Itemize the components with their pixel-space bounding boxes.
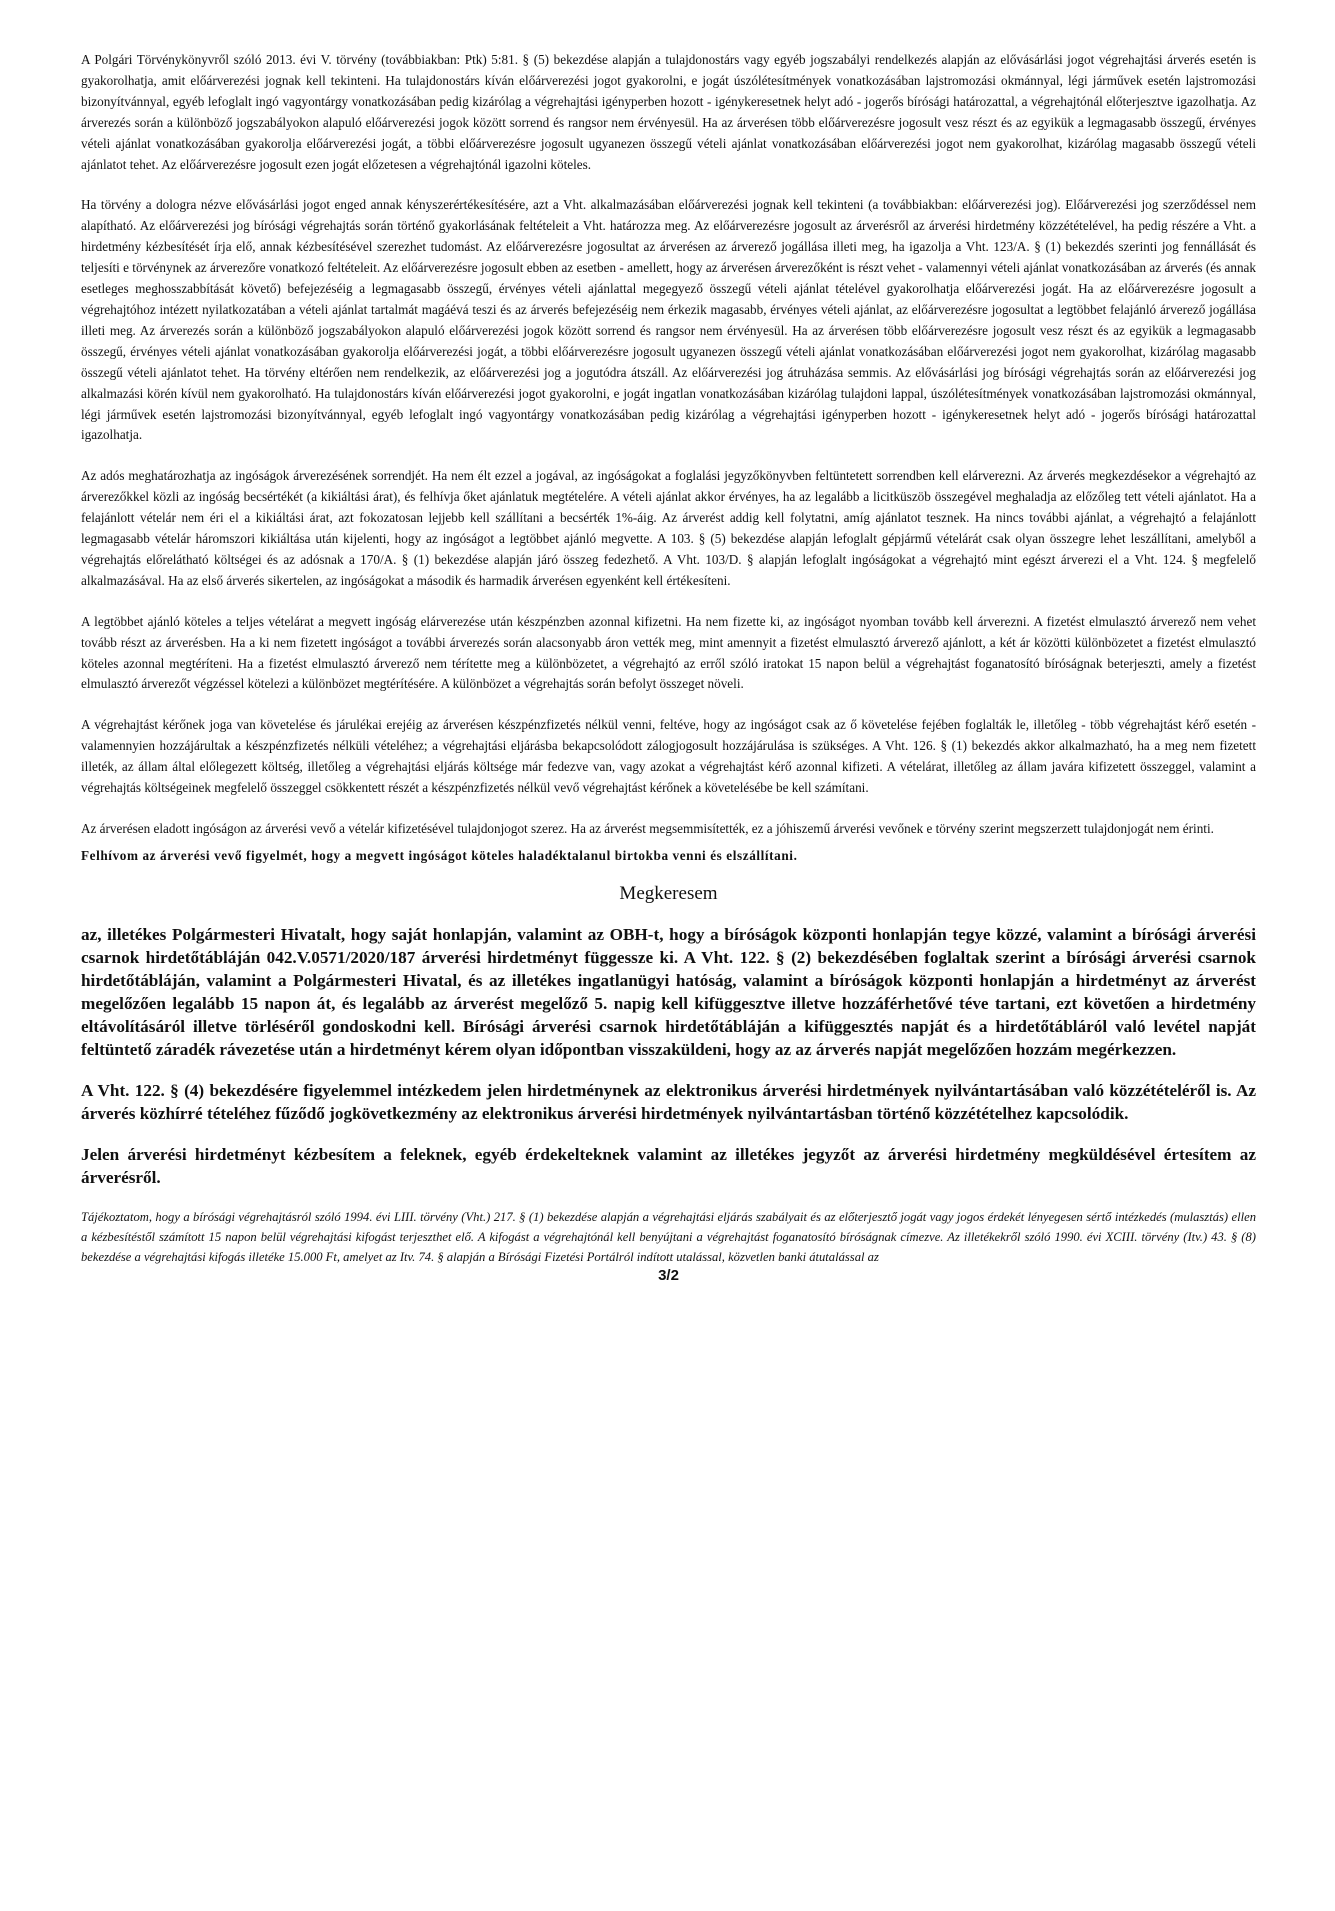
request-paragraph: az, illetékes Polgármesteri Hivatalt, hogy saját honlapján, valamint az OBH-t, hogy a bíróságok központi honlapján tegye közzé, valamint a bírósági árverési csarnok hirdetőtábláján 042.V.0571/2020/187 árverési hirdetményt függessze ki. A Vht. 122. § (2) bekezdésében foglaltak szerint a bírósági árverési csarnok hirdetőtábláján, valamint a Polgármesteri Hivatal, és az illetékes ingatlanügyi hatóság, valamint a bíróságok központi honlapján a hirdetményt az árverést megelőzően legalább 15 napon át, és legalább az árverést megelőző 5. napig kell kifüggesztve illetve hozzáférhetővé téve tartani, ezt követően a hirdetmény eltávolításáról illetve törléséről gondoskodni kell. Bírósági árverési csarnok hirdetőtábláján a kifüggesztés napját és a hirdetőtábláról való levétel napját feltüntető záradék rávezetése után a hirdetményt kérem olyan időpontban visszaküldeni, hogy az az árverés napját megelőzően hozzám megérkezzen. [81,924,1256,1059]
electronic-publication-paragraph: A Vht. 122. § (4) bekezdésére figyelemmel intézkedem jelen hirdetménynek az elektronikus árverési hirdetmények nyilvántartásában való közzétételéről is. Az árverés közhírré tételéhez fűződő jogkövetkezmény az elektronikus árverési hirdetmények nyilvántartásban történő közzétételhez kapcsolódik. [81,1080,1256,1123]
paragraph-auction-order: Az adós meghatározhatja az ingóságok árverezésének sorrendjét. Ha nem élt ezzel a jogával, az ingóságokat a foglalási jegyzőkönyvben feltüntetett sorrendben kell elárverezni. Az árverés megkezdésekor a végrehajtó az árverezőkkel közli az ingóság becsértékét (a kikiáltási árat), és felhívja őket ajánlatuk megtételére. A vételi ajánlat akkor érvényes, ha az legalább a licitküszöb összegével meghaladja az előzőleg tett vételi ajánlatot. Ha a felajánlott vételár nem éri el a kikiáltási árat, azt fokozatosan lejjebb kell szállítani a becsérték 1%-áig. Az árverést addig kell folytatni, amíg ajánlatot tesznek. Ha nincs további ajánlat, a végrehajtó a felajánlott legmagasabb vételár háromszori kikiáltása után kijelenti, hogy az ingóságot a legtöbbet ajánló megvette. A 103. § (5) bekezdése alapján lefoglalt gépjármű vételárát csak olyan összegre lehet leszállítani, amelyből a végrehajtás előrelátható költségei és az adósnak a 170/A. § (1) bekezdése alapján járó összeg fedezhető. A Vht. 103/D. § alapján lefoglalt ingóságokat a végrehajtó mint egészt árverezi el a Vht. 124. § megfelelő alkalmazásával. Ha az első árverés sikertelen, az ingóságokat a második és harmadik árverésen egyenként kell értékesíteni. [81,468,1256,588]
section-heading: Megkeresem [619,882,718,904]
paragraph-ownership: Az árverésen eladott ingóságon az árverési vevő a vételár kifizetésével tulajdonjogot szerez. Ha az árverést megsemmisítették, ez a jóhiszemű árverési vevőnek e törvény szerint megszerzett tulajdonjogát nem érinti. [81,821,1214,836]
buyer-notice: Felhívom az árverési vevő figyelmét, hogy a megvett ingóságot köteles haladéktalanul birtokba venni és elszállítani. [81,847,798,863]
delivery-paragraph: Jelen árverési hirdetményt kézbesítem a feleknek, egyéb érdekelteknek valamint az illetékes jegyzőt az árverési hirdetmény megküldésével értesítem az árverésről. [81,1144,1256,1187]
paragraph-payment: A legtöbbet ajánló köteles a teljes vételárat a megvett ingóság elárverezése után készpénzben azonnal kifizetni. Ha nem fizette ki, az ingóságot nyomban tovább kell árverezni. A fizetést elmulasztó árverező nem vehet tovább részt az árverésben. Ha a ki nem fizetett ingóságot a további árverezés során alacsonyabb áron vették meg, mint amennyit a fizetést elmulasztó árverező ajánlott, a két ár közötti különbözetet a fizetést elmulasztó köteles azonnal megtéríteni. Ha a fizetést elmulasztó árverező nem térítette meg a különbözetet, a végrehajtó az erről szóló iratokat 15 napon belül a végrehajtást foganatosító bíróságnak beterjeszti, amely a fizetést elmulasztó árverezőt végzéssel kötelezi a különbözet megtérítésére. A különbözet a végrehajtás során befolyt összeget növeli. [81,613,1256,692]
paragraph-preemption-vht: Ha törvény a dologra nézve elővásárlási jogot enged annak kényszerértékesítésére, azt a Vht. alkalmazásában előárverezési jognak kell tekinteni (a továbbiakban: előárverezési jog). Előárverezési jog szerződéssel nem alapítható. Az előárverezési jog bírósági végrehajtás során történő gyakorlásának feltételeit a Vht. határozza meg. Az előárverezésre jogosult az árverésről az árverési hirdetmény közzétételével, ha pedig részére a Vht. a hirdetmény kézbesítését írja elő, annak kézbesítésével szerezhet tudomást. Az előárverezésre jogosultat az árverésen az árverező jogállása illeti meg, ha igazolja a Vht. 123/A. § (1) bekezdés szerinti jog fennállását és teljesíti e törvénynek az árverezőre vonatkozó feltételeit. Az előárverezésre jogosult ebben az esetben - amellett, hogy az árverésen árverezőként is részt vehet - valamennyi vételi ajánlat vonatkozásában az árverés (és annak esetleges meghosszabbítását követő) befejezéséig a legmagasabb összegű, érvényes vételi ajánlattal megegyező összegű vételi ajánlat tételével gyakorolhatja előárverezési jogát. Ha az előárverezésre jogosult a végrehajtóhoz intézett nyilatkozatában a vételi ajánlat tartalmát magáévá teszi és az árverés befejezéséig nem érkezik magasabb, érvényes vételi ajánlat, az előárverezésre jogosultat a legtöbbet felajánló árverező jogállása illeti meg. Az árverezés során a különböző jogszabályokon alapuló előárverezési jogok között sorrend és rangsor nem érvényesül. Ha az árverésen több előárverezésre jogosult vesz részt és az egyikük a legmagasabb összegű, érvényes vételi ajánlat vonatkozásában gyakorolja előárverezési jogát, a többi előárverezésre jogosult ugyanezen összegű vételi ajánlat vonatkozásában előárverezési jogot nem gyakorolhat, kizárólag magasabb összegű vételi ajánlatot tehet. Ha törvény eltérően nem rendelkezik, az előárverezési jog a jogutódra átszáll. Az előárverezési jog átruházása semmis. Az elővásárlási jog bírósági végrehajtás során az előárverezési jog alkalmazási körén kívül nem gyakorolható. Ha tulajdonostárs kíván előárverezési jogot gyakorolni, e jogát ingatlan vonatkozásában kizárólag tulajdoni lappal, úszólétesítmények vonatkozásában lajstromozási okmánnyal, légi járművek esetén lajstromozási bizonyítvánnyal, egyéb lefoglalt ingó vagyontárgy vonatkozásában pedig kizárólag a végrehajtási igényperben hozott - igénykeresetnek helyt adó - jogerős bírósági határozattal igazolhatja. [81,197,1256,443]
paragraph-preemption-ptk: A Polgári Törvénykönyvről szóló 2013. évi V. törvény (továbbiakban: Ptk) 5:81. § (5) bekezdése alapján a tulajdonostárs vagy egyéb jogszabályi rendelkezés alapján az elővásárlási jogot végrehajtási árverés esetén is gyakorolhatja, amit előárverezési jognak kell tekinteni. Ha tulajdonostárs kíván előárverezési jogot gyakorolni, e jogát úszólétesítmények vonatkozásában lajstromozási okmánnyal, légi járművek esetén lajstromozási bizonyítvánnyal, egyéb lefoglalt ingó vagyontárgy vonatkozásában pedig kizárólag a végrehajtási igényperben hozott - igénykeresetnek helyt adó - jogerős bírósági határozattal, a végrehajtónál előterjesztve igazolhatja. Az árverezés során a különböző jogszabályokon alapuló előárverezési jogok között sorrend és rangsor nem érvényesül. Ha az árverésen több előárverezésre jogosult vesz részt és az egyikük a legmagasabb összegű, érvényes vételi ajánlat vonatkozásában gyakorolja előárverezési jogát, a többi előárverezésre jogosult ugyanezen összegű vételi ajánlat vonatkozásában előárverezési jogot nem gyakorolhat, kizárólag magasabb összegű vételi ajánlatot tehet. Az előárverezésre jogosult ezen jogát előzetesen a végrehajtónál igazolni köteles. [81,52,1256,172]
footer-legal-notice: Tájékoztatom, hogy a bírósági végrehajtásról szóló 1994. évi LIII. törvény (Vht.) 217. § (1) bekezdése alapján a végrehajtási eljárás szabályait és az előterjesztő jogát vagy jogos érdekét lényegesen sértő intézkedés (mulasztás) ellen a kézbesítéstől számított 15 napon belül végrehajtási kifogást terjeszthet elő. A kifogást a végrehajtónál kell benyújtani a végrehajtást foganatosító bíróságnak címezve. Az illetékekről szóló 1990. évi XCIII. törvény (Itv.) 43. § (8) bekezdése a végrehajtási kifogás illetéke 15.000 Ft, amelyet az Itv. 74. § alapján a Bírósági Fizetési Portálról indított utalással, közvetlen banki átutalással az [81,1209,1256,1264]
page-number: 3/2 [658,1266,679,1284]
paragraph-creditor-purchase: A végrehajtást kérőnek joga van követelése és járulékai erejéig az árverésen készpénzfizetés nélkül venni, feltéve, hogy az ingóságot csak az ő követelése fejében foglalták le, illetőleg - több végrehajtást kérő esetén - valamennyien hozzájárultak a készpénzfizetés nélküli vételéhez; a végrehajtási eljárásba bekapcsolódott zálogjogosult hozzájárulása is szükséges. A Vht. 126. § (1) bekezdés akkor alkalmazható, ha a meg nem fizetett illeték, az állam által előlegezett költség, illetőleg a végrehajtási eljárás költsége már fedezve van, vagy azokat a végrehajtást kérő azonnal kifizeti. A vételárat, illetőleg az állam javára kifizetett összeggel, valamint a végrehajtás költségeinek megfelelő összeggel csökkentett részét a készpénzfizetés nélkül vevő végrehajtást kérőnek a követelésébe be kell számítani. [81,717,1256,796]
